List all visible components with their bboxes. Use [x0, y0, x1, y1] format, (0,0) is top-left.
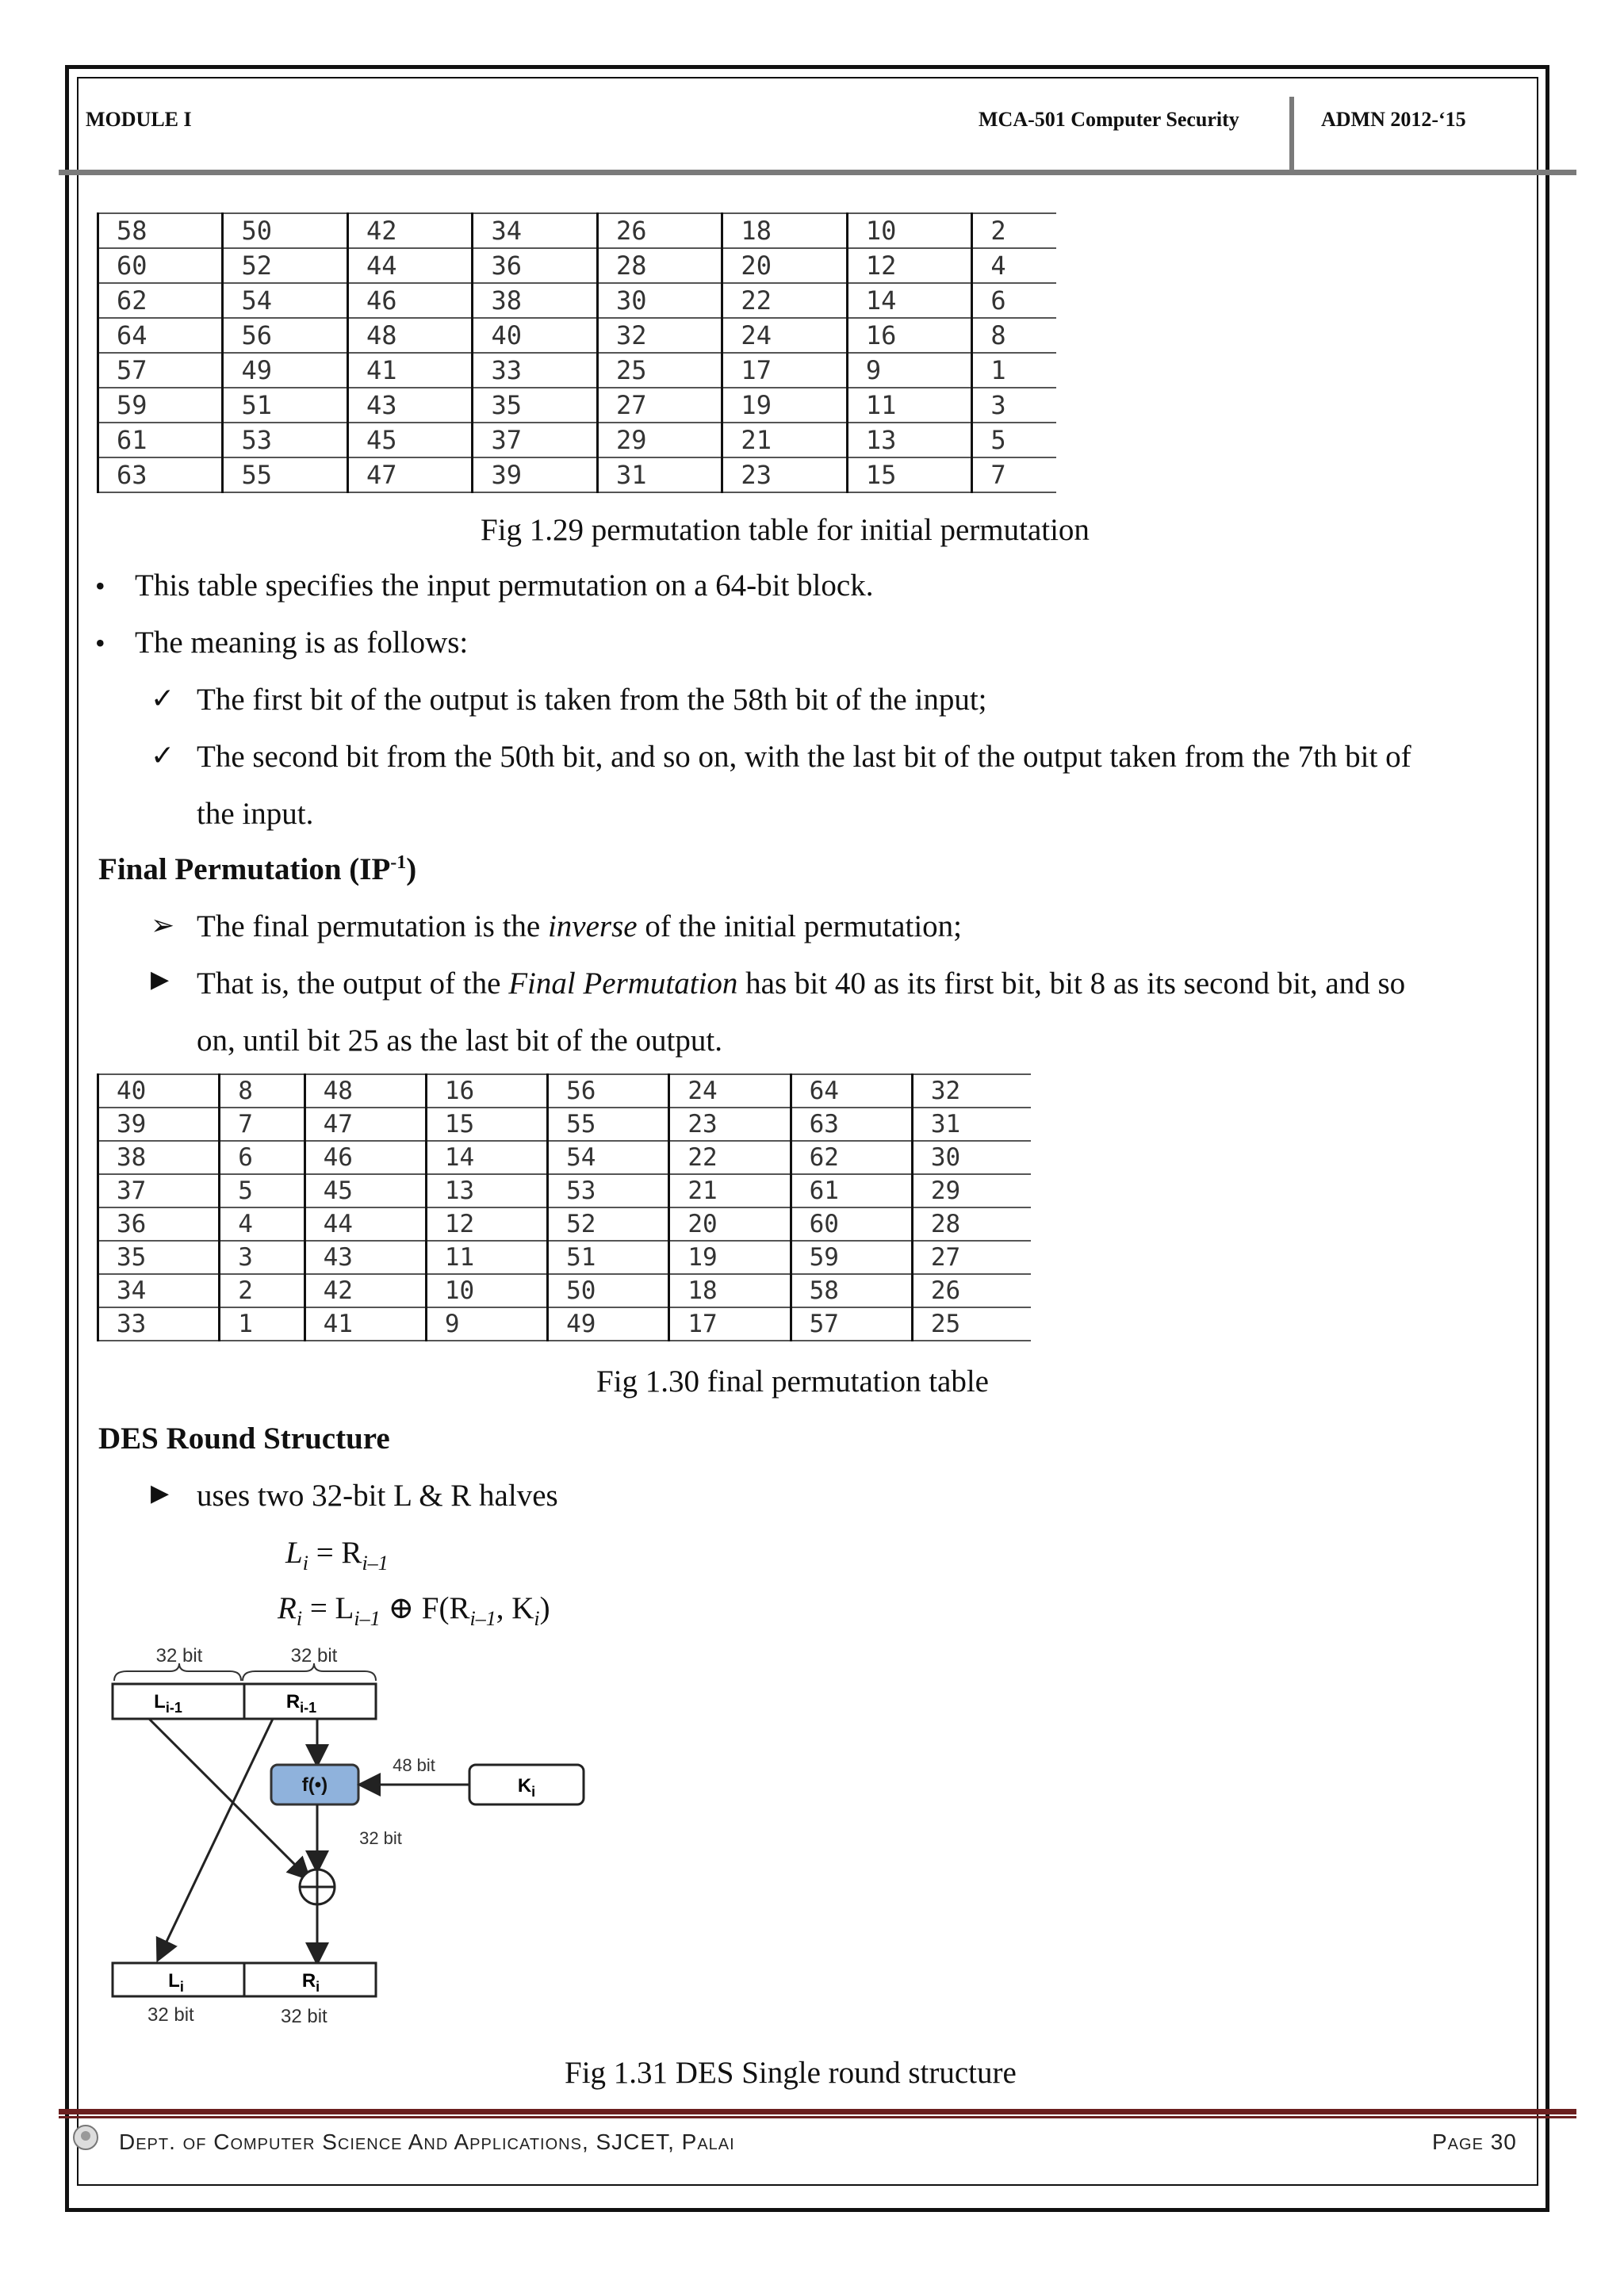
bullet-dot: •: [95, 627, 105, 659]
table-row: [98, 1207, 1032, 1241]
table-cell: 50: [548, 1274, 669, 1307]
table-row: [98, 283, 1057, 318]
table-cell: 12: [426, 1207, 547, 1241]
table-cell: 22: [669, 1141, 791, 1174]
table-cell: 35: [473, 388, 597, 423]
table-cell: 64: [98, 318, 223, 353]
table-cell: 2: [220, 1274, 304, 1307]
table-row: [98, 318, 1057, 353]
footer-rule-thin: [59, 2116, 1576, 2118]
final-perm-text-2-cont: on, until bit 25 as the last bit of the output.: [197, 1024, 722, 1058]
l-prev-label: $L_{i-1}$: [154, 1691, 182, 1716]
figure-caption-1-29: Fig 1.29 permutation table for initial permutation: [481, 513, 1090, 547]
table-cell: 14: [426, 1141, 547, 1174]
table-cell: 64: [791, 1074, 912, 1108]
top-left-bits-label: 32 bit: [155, 1645, 203, 1667]
table-cell: 3: [220, 1241, 304, 1274]
table-cell: 52: [223, 248, 347, 283]
table-cell: 39: [98, 1108, 220, 1141]
table-cell: 22: [722, 283, 847, 318]
table-cell: 53: [548, 1174, 669, 1207]
table-row: [98, 423, 1057, 457]
table-cell: 58: [791, 1274, 912, 1307]
table-cell: 50: [223, 213, 347, 248]
checkmark-icon: ✓: [151, 683, 175, 714]
table-cell: 30: [912, 1141, 1031, 1174]
table-cell: 43: [304, 1241, 426, 1274]
table-cell: 18: [669, 1274, 791, 1307]
table-cell: 26: [597, 213, 722, 248]
table-cell: 5: [220, 1174, 304, 1207]
table-cell: 56: [548, 1074, 669, 1108]
table-cell: 13: [426, 1174, 547, 1207]
table-cell: 32: [912, 1074, 1031, 1108]
table-cell: 9: [426, 1307, 547, 1341]
des-round-diagram: [103, 1632, 595, 2012]
bottom-right-bits-label: 32 bit: [281, 2006, 327, 2027]
initial-permutation-table: [97, 212, 1056, 493]
header-separator: [1289, 97, 1294, 171]
table-cell: 33: [98, 1307, 220, 1341]
figure-caption-1-31: Fig 1.31 DES Single round structure: [565, 2056, 1017, 2090]
table-cell: 41: [347, 353, 472, 388]
table-cell: 51: [548, 1241, 669, 1274]
table-cell: 20: [669, 1207, 791, 1241]
table-cell: 42: [304, 1274, 426, 1307]
table-cell: 54: [223, 283, 347, 318]
table-cell: 15: [847, 457, 971, 492]
table-cell: 16: [847, 318, 971, 353]
table-cell: 8: [220, 1074, 304, 1108]
table-cell: 44: [347, 248, 472, 283]
table-cell: 13: [847, 423, 971, 457]
table-row: [98, 248, 1057, 283]
check-text-1: The first bit of the output is taken from the 58th bit of the input;: [197, 683, 987, 717]
table-row: [98, 1241, 1032, 1274]
footer-page-number: Page 30: [1432, 2130, 1517, 2154]
table-cell: 36: [473, 248, 597, 283]
table-cell: 10: [426, 1274, 547, 1307]
final-permutation-heading: Final Permutation $(IP^{-1})$: [98, 852, 417, 886]
table-row: [98, 1141, 1032, 1174]
table-row: [98, 1174, 1032, 1207]
footer-rule: [59, 2109, 1576, 2114]
table-cell: 60: [791, 1207, 912, 1241]
table-cell: 61: [98, 423, 223, 457]
r-prev-label: $R_{i-1}$: [285, 1691, 317, 1716]
table-cell: 7: [220, 1108, 304, 1141]
bottom-left-bits-label: 32 bit: [147, 2004, 194, 2026]
table-cell: 38: [473, 283, 597, 318]
table-cell: 6: [972, 283, 1056, 318]
table-row: [98, 457, 1057, 492]
final-permutation-table: [97, 1073, 1031, 1341]
table-cell: 29: [597, 423, 722, 457]
table-cell: 28: [912, 1207, 1031, 1241]
table-cell: 56: [223, 318, 347, 353]
table-cell: 43: [347, 388, 472, 423]
table-cell: 51: [223, 388, 347, 423]
table-row: [98, 1074, 1032, 1108]
key-bits-label: 48 bit: [393, 1755, 435, 1775]
college-logo-icon: [70, 2122, 102, 2153]
table-cell: 23: [722, 457, 847, 492]
table-cell: 62: [791, 1141, 912, 1174]
figure-caption-1-30: Fig 1.30 final permutation table: [596, 1364, 989, 1399]
table-cell: 4: [220, 1207, 304, 1241]
r-new-label: $R_i$: [301, 1970, 320, 1995]
table-cell: 20: [722, 248, 847, 283]
table-cell: 3: [972, 388, 1056, 423]
table-cell: 45: [347, 423, 472, 457]
table-cell: 14: [847, 283, 971, 318]
table-cell: 49: [223, 353, 347, 388]
table-cell: 44: [304, 1207, 426, 1241]
l-new-label: $L_i$: [168, 1970, 184, 1995]
table-cell: 33: [473, 353, 597, 388]
final-perm-text-2: That is, the output of the Final Permutation has bit 40 as its first bit, bit 8 as its second bit, and so: [197, 966, 1406, 1001]
table-cell: 31: [597, 457, 722, 492]
table-cell: 58: [98, 213, 223, 248]
table-cell: 24: [722, 318, 847, 353]
table-row: [98, 353, 1057, 388]
table-cell: 55: [548, 1108, 669, 1141]
table-cell: 12: [847, 248, 971, 283]
checkmark-icon: ✓: [151, 740, 175, 771]
table-cell: 6: [220, 1141, 304, 1174]
table-row: [98, 213, 1057, 248]
table-cell: 40: [98, 1074, 220, 1108]
table-cell: 37: [473, 423, 597, 457]
table-cell: 37: [98, 1174, 220, 1207]
table-cell: 10: [847, 213, 971, 248]
table-cell: 46: [347, 283, 472, 318]
table-cell: 63: [791, 1108, 912, 1141]
table-cell: 49: [548, 1307, 669, 1341]
table-cell: 26: [912, 1274, 1031, 1307]
f-output-bits-label: 32 bit: [359, 1828, 402, 1848]
table-cell: 63: [98, 457, 223, 492]
table-cell: 52: [548, 1207, 669, 1241]
top-right-bits-label: 32 bit: [290, 1645, 338, 1667]
table-cell: 4: [972, 248, 1056, 283]
table-cell: 16: [426, 1074, 547, 1108]
table-cell: 38: [98, 1141, 220, 1174]
table-cell: 9: [847, 353, 971, 388]
final-perm-text-1: The final permutation is the inverse of the initial permutation;: [197, 909, 962, 943]
table-cell: 60: [98, 248, 223, 283]
table-row: [98, 1274, 1032, 1307]
table-cell: 27: [912, 1241, 1031, 1274]
header-rule: [59, 170, 1576, 175]
table-cell: 53: [223, 423, 347, 457]
table-cell: 21: [669, 1174, 791, 1207]
check-text-2-cont: the input.: [197, 797, 314, 831]
table-cell: 48: [347, 318, 472, 353]
triangle-bullet-icon: ▶: [151, 966, 170, 993]
bullet-text-1: This table specifies the input permutation on a 64-bit block.: [135, 568, 874, 603]
arrow-bullet-icon: ➢: [151, 909, 175, 941]
table-cell: 30: [597, 283, 722, 318]
table-cell: 7: [972, 457, 1056, 492]
table-cell: 27: [597, 388, 722, 423]
table-cell: 28: [597, 248, 722, 283]
check-text-2: The second bit from the 50th bit, and so on, with the last bit of the output taken from the 7th bit of: [197, 740, 1411, 774]
table-cell: 47: [304, 1108, 426, 1141]
table-cell: 39: [473, 457, 597, 492]
table-cell: 47: [347, 457, 472, 492]
table-cell: 1: [220, 1307, 304, 1341]
table-cell: 54: [548, 1141, 669, 1174]
table-cell: 11: [847, 388, 971, 423]
table-cell: 31: [912, 1108, 1031, 1141]
table-cell: 62: [98, 283, 223, 318]
equation-2: $R_i = L_{i-1}$ ⊕ $F(R_{i-1}$, $K_i$): [278, 1591, 550, 1630]
table-cell: 34: [98, 1274, 220, 1307]
header-batch: ADMN 2012-‘15: [1321, 108, 1466, 131]
footer-department: Dept. of Computer Science And Applications, SJCET, Palai: [119, 2130, 735, 2154]
table-cell: 45: [304, 1174, 426, 1207]
table-cell: 57: [98, 353, 223, 388]
table-cell: 59: [791, 1241, 912, 1274]
table-cell: 11: [426, 1241, 547, 1274]
table-cell: 23: [669, 1108, 791, 1141]
header-module: MODULE I: [86, 108, 192, 131]
table-row: [98, 388, 1057, 423]
r-to-l-new-line: [159, 1719, 273, 1958]
table-cell: 8: [972, 318, 1056, 353]
table-row: [98, 1307, 1032, 1341]
table-cell: 41: [304, 1307, 426, 1341]
triangle-bullet-icon: ▶: [151, 1480, 170, 1506]
table-row: [98, 1108, 1032, 1141]
table-cell: 18: [722, 213, 847, 248]
table-cell: 2: [972, 213, 1056, 248]
bullet-dot: •: [95, 570, 105, 602]
table-cell: 35: [98, 1241, 220, 1274]
f-function-label: f(•): [301, 1774, 328, 1796]
table-cell: 17: [669, 1307, 791, 1341]
table-cell: 1: [972, 353, 1056, 388]
table-cell: 42: [347, 213, 472, 248]
bullet-text-2: The meaning is as follows:: [135, 626, 469, 660]
table-cell: 24: [669, 1074, 791, 1108]
des-round-bullet: uses two 32-bit L & R halves: [197, 1479, 558, 1513]
table-cell: 29: [912, 1174, 1031, 1207]
key-label: $K_i$: [517, 1775, 536, 1800]
table-cell: 48: [304, 1074, 426, 1108]
des-round-heading: DES Round Structure: [98, 1422, 390, 1456]
header-course: MCA-501 Computer Security: [979, 108, 1239, 131]
table-cell: 59: [98, 388, 223, 423]
table-cell: 25: [912, 1307, 1031, 1341]
table-cell: 34: [473, 213, 597, 248]
table-cell: 17: [722, 353, 847, 388]
equation-1: $L_i = R_{i-1}$: [285, 1536, 389, 1575]
table-cell: 19: [669, 1241, 791, 1274]
table-cell: 15: [426, 1108, 547, 1141]
table-cell: 55: [223, 457, 347, 492]
table-cell: 61: [791, 1174, 912, 1207]
table-cell: 46: [304, 1141, 426, 1174]
table-cell: 40: [473, 318, 597, 353]
table-cell: 19: [722, 388, 847, 423]
table-cell: 21: [722, 423, 847, 457]
table-cell: 5: [972, 423, 1056, 457]
table-cell: 36: [98, 1207, 220, 1241]
table-cell: 32: [597, 318, 722, 353]
table-cell: 57: [791, 1307, 912, 1341]
table-cell: 25: [597, 353, 722, 388]
